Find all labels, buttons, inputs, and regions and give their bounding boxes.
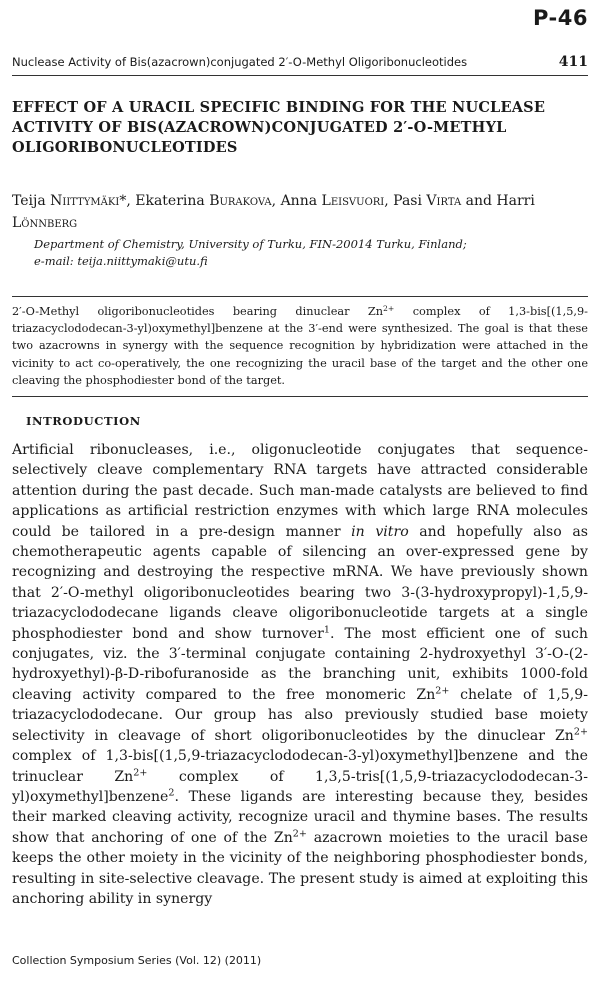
affiliation-department: Department of Chemistry, University of Turku, FIN-20014 Turku, Finland; (34, 237, 467, 251)
author: Harri Lönnberg (12, 193, 535, 231)
citation-ref: 1 (323, 624, 330, 636)
introduction-body (12, 440, 588, 909)
author: Anna Leisvuori, (280, 193, 394, 209)
author-list (12, 190, 560, 234)
section-heading-introduction: INTRODUCTION (26, 414, 141, 428)
paper-title: EFFECT OF A URACIL SPECIFIC BINDING FOR THE NUCLEASE ACTIVITY OF BIS(AZACROWN)CONJUGATED 2′-O-METHYL OLIGORIBONUCLEOTIDES (12, 99, 546, 156)
introduction-paragraph: Artificial ribonucleases, i.e., oligonucleotide conjugates that sequence-selectively cleave complementary RNA targets have attracted considerable attention during the past decade. Such man-made catalysts are believed to find applications as artificial restriction enzymes with which large RNA molecules could be tailored in a pre-design manner in vitro and hopefully also as chemotherapeutic agents capable of silencing an over-expressed gene by recognizing and destroying the respective mRNA. We have previously shown that 2′-O-methyl oligoribonucleotides bearing two 3-(3-hydroxypropyl)-1,5,9-triazacyclododecane ligands cleave oligoribonucleotide targets at a single phosphodiester bond and show turnover$^1$. The most efficient one of such conjugates, viz. the 3′-terminal conjugate containing 2-hydroxyethyl 3′-O-(2-hydroxyethyl)-β-D-ribofuranoside as the branching unit, exhibits 1000-fold cleaving activity compared to the free monomeric $Zn^{2+}$ chelate of 1,5,9-triazacyclododecane. Our group has also previously studied base moiety selectivity in cleavage of short oligoribonucleotides by the dinuclear $Zn^{2+}$ complex of 1,3-bis[(1,5,9-triazacyclododecan-3-yl)oxymethyl]benzene and the trinuclear $Zn^{2+}$ complex of 1,3,5-tris[(1,5,9-triazacyclododecan-3-yl)oxymethyl]benzene$^2$. These ligands are interesting because they, besides their marked cleaving activity, recognize uracil and thymine bases. The results show that anchoring of one of the $Zn^{2+}$ azacrown moieties to the uracil base keeps the other moiety in the vicinity of the neighboring phosphodiester bonds, resulting in site-selective cleavage. The present study is aimed at exploiting this anchoring ability in synergy (12, 442, 588, 907)
citation-ref: 2 (168, 787, 175, 799)
running-head-title: Nuclease Activity of Bis(azacrown)conjugated 2′-O-Methyl Oligoribonucleotides (12, 55, 468, 69)
author: Teija Niittymäki*, (12, 193, 136, 209)
page-number: 411 (558, 54, 588, 70)
affiliation-email: e-mail: teija.niittymaki@utu.fi (34, 254, 208, 268)
journal-footer: Collection Symposium Series (Vol. 12) (2011) (12, 954, 262, 967)
author: Ekaterina Burakova, (135, 193, 281, 209)
running-head (12, 54, 588, 76)
affiliation (34, 236, 580, 270)
page-code: P-46 (533, 6, 588, 30)
author: Pasi Virta and (393, 193, 497, 209)
abstract: 2′-O-Methyl oligoribonucleotides bearing dinuclear $Zn^{2+}$ complex of 1,3-bis[(1,5,9-triazacyclododecan-3-yl)oxymethyl]benzene at the 3′-end were synthesized. The goal is that these two azacrowns in synergy with the sequence recognition by hybridization were attached in the vicinity to act co-operatively, the one recognizing the uracil base of the target and the other one cleaving the phosphodiester bond of the target. (12, 296, 588, 397)
